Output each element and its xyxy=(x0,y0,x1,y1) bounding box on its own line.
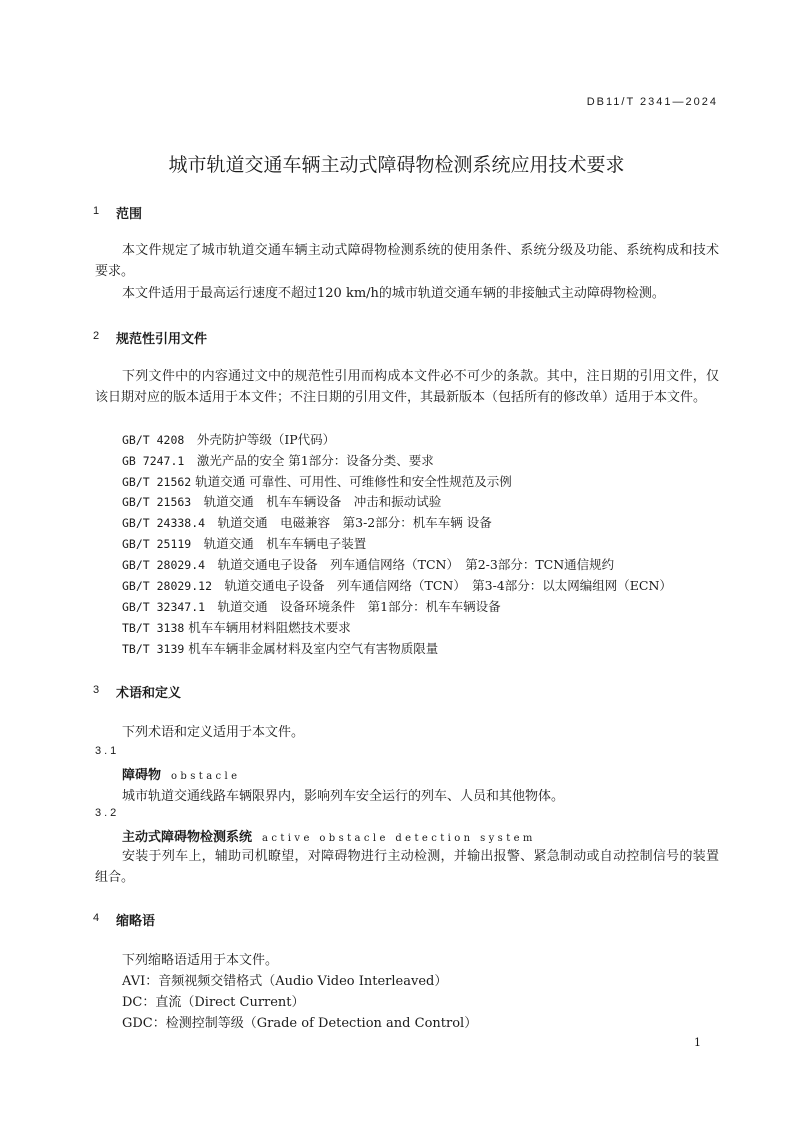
reference-title: 轨道交通 电磁兼容 第3-2部分：机车车辆 设备 xyxy=(217,515,492,530)
reference-title: 外壳防护等级（IP代码） xyxy=(196,432,336,447)
reference-title: 机车车辆用材料阻燃技术要求 xyxy=(188,620,351,635)
reference-code: GB/T 4208 xyxy=(122,433,185,447)
section-3-number: 3 xyxy=(93,684,100,696)
reference-code: GB/T 28029.4 xyxy=(122,558,206,572)
reference-item xyxy=(122,597,501,615)
section-2-title: 规范性引用文件 xyxy=(116,332,208,347)
term-definition: 城市轨道交通线路车辆限界内，影响列车安全运行的列车、人员和其他物体。 xyxy=(122,789,565,804)
reference-item xyxy=(122,534,366,552)
reference-code: TB/T 3138 xyxy=(122,621,185,635)
reference-item xyxy=(122,451,434,469)
reference-item xyxy=(122,576,672,594)
reference-code: GB 7247.1 xyxy=(122,454,185,468)
term-number: 3.1 xyxy=(95,745,120,757)
reference-item xyxy=(122,618,351,636)
reference-title: 激光产品的安全 第1部分：设备分类、要求 xyxy=(196,453,434,468)
reference-title: 轨道交通 可靠性、可用性、可维修性和安全性规范及示例 xyxy=(195,474,512,489)
section-4-intro: 下列缩略语适用于本文件。 xyxy=(122,953,279,968)
section-1-number: 1 xyxy=(93,205,100,217)
section-2-number: 2 xyxy=(93,330,100,342)
term-definition: 安装于列车上，辅助司机瞭望，对障碍物进行主动检测，并输出报警、紧急制动或自动控制信号的装置组合。 xyxy=(95,849,719,885)
document-code: DB11/T 2341—2024 xyxy=(586,96,718,108)
reference-code: GB/T 24338.4 xyxy=(122,516,206,530)
term-heading xyxy=(122,826,536,845)
reference-title: 轨道交通 机车车辆设备 冲击和振动试验 xyxy=(203,494,442,509)
reference-item xyxy=(122,430,335,448)
page-number: 1 xyxy=(694,1036,701,1049)
section-3-title: 术语和定义 xyxy=(116,686,182,701)
section-1-paragraph-1: 本文件规定了城市轨道交通车辆主动式障碍物检测系统的使用条件、系统分级及功能、系统构成和技术要求。 xyxy=(95,243,719,279)
reference-code: GB/T 21562 xyxy=(122,475,192,489)
reference-code: GB/T 25119 xyxy=(122,537,192,551)
reference-code: GB/T 21563 xyxy=(122,495,192,509)
section-2-intro: 下列文件中的内容通过文中的规范性引用而构成本文件必不可少的条款。其中，注日期的引用文件，仅该日期对应的版本适用于本文件；不注日期的引用文件，其最新版本（包括所有的修改单）适用于本文件。 xyxy=(95,369,719,405)
reference-title: 机车车辆非金属材料及室内空气有害物质限量 xyxy=(188,641,439,656)
reference-item xyxy=(122,472,512,490)
term-en: obstacle xyxy=(171,771,241,782)
reference-code: GB/T 28029.12 xyxy=(122,579,213,593)
section-3-intro: 下列术语和定义适用于本文件。 xyxy=(122,725,305,740)
reference-title: 轨道交通 设备环境条件 第1部分：机车车辆设备 xyxy=(217,599,501,614)
reference-title: 轨道交通电子设备 列车通信网络（TCN） 第3-4部分：以太网编组网（ECN） xyxy=(224,578,672,593)
abbreviation-item: GDC：检测控制等级（Grade of Detection and Control） xyxy=(122,1016,478,1031)
term-en: active obstacle detection system xyxy=(262,833,536,844)
reference-code: TB/T 3139 xyxy=(122,642,185,656)
abbreviation-item: AVI：音频视频交错格式（Audio Video Interleaved） xyxy=(122,974,448,989)
reference-item xyxy=(122,492,441,510)
term-heading xyxy=(122,764,240,783)
section-4-title: 缩略语 xyxy=(116,914,156,929)
term-zh: 障碍物 xyxy=(122,768,162,783)
section-1-paragraph-2: 本文件适用于最高运行速度不超过120 km/h的城市轨道交通车辆的非接触式主动障碍物检测。 xyxy=(122,286,665,301)
section-1-title: 范围 xyxy=(116,207,143,222)
reference-item xyxy=(122,639,438,657)
reference-code: GB/T 32347.1 xyxy=(122,600,206,614)
reference-item xyxy=(122,513,492,531)
page-title: 城市轨道交通车辆主动式障碍物检测系统应用技术要求 xyxy=(168,154,625,176)
abbreviation-item: DC：直流（Direct Current） xyxy=(122,995,305,1010)
reference-title: 轨道交通电子设备 列车通信网络（TCN） 第2-3部分：TCN通信规约 xyxy=(217,557,615,572)
section-4-number: 4 xyxy=(93,912,100,924)
reference-item xyxy=(122,555,614,573)
term-zh: 主动式障碍物检测系统 xyxy=(122,830,253,845)
reference-title: 轨道交通 机车车辆电子装置 xyxy=(203,536,367,551)
term-number: 3.2 xyxy=(95,807,120,819)
